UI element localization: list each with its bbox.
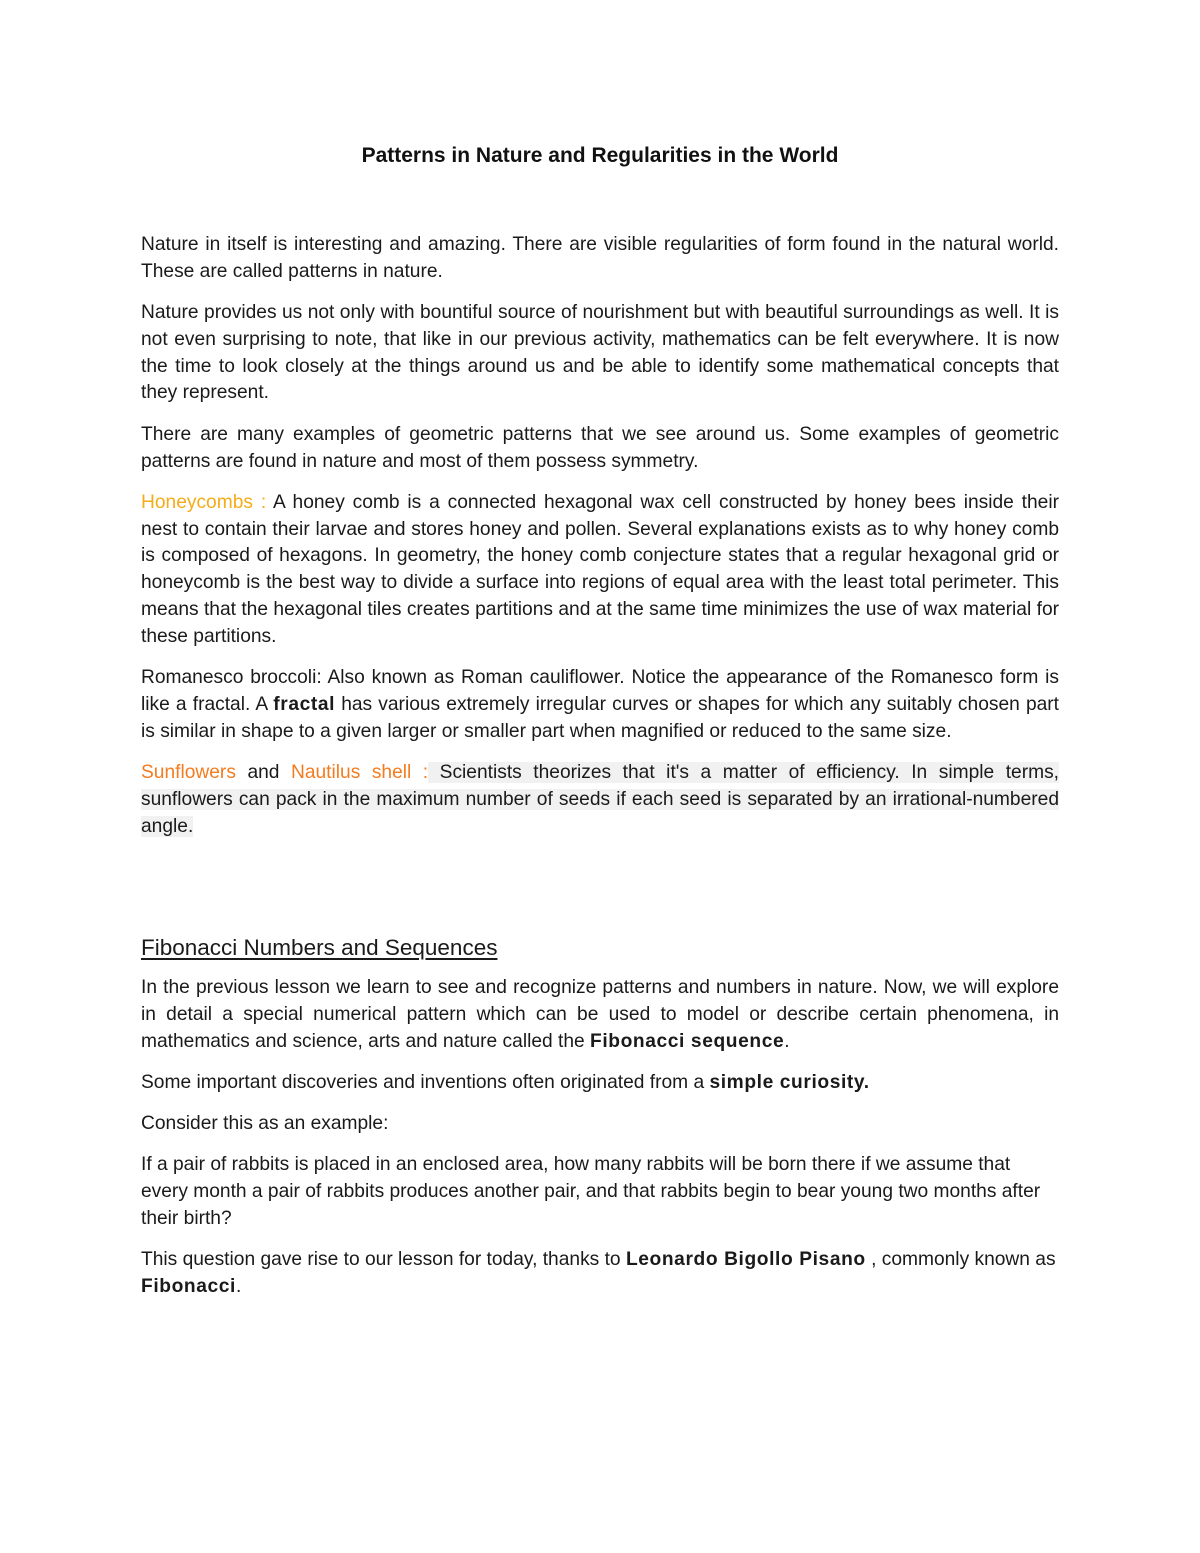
fibonacci-p5-mid: , commonly known as	[865, 1249, 1056, 1271]
fibonacci-p2-before: Some important discoveries and inventions often originated from a	[141, 1071, 710, 1093]
honeycombs-text: A honey comb is a connected hexagonal wax cell constructed by honey bees inside their nest to contain their larvae and stores honey and pollen. Several explanations exists as to why honey comb is composed of hexagons. In geometry, the honey comb conjecture states that a regular hexagonal grid or honeycomb is the best way to divide a surface into regions of equal area with the least total perimeter. This means that the hexagonal tiles creates partitions and at the same time minimizes the use of wax material for these partitions.	[141, 491, 1059, 647]
fibonacci-paragraph-5	[141, 1247, 1059, 1301]
nautilus-label: Nautilus shell :	[290, 762, 429, 784]
sunflowers-paragraph	[141, 760, 1059, 840]
fibonacci-paragraph-3: Consider this as an example:	[141, 1113, 389, 1135]
fibonacci-name: Fibonacci	[141, 1276, 236, 1298]
fibonacci-p5-after: .	[235, 1276, 242, 1298]
fibonacci-sequence-term: Fibonacci sequence	[590, 1030, 785, 1052]
sunflowers-label: Sunflowers	[141, 762, 236, 784]
fractal-term: fractal	[273, 693, 336, 715]
fibonacci-paragraph-2	[141, 1070, 1059, 1097]
section-spacer	[141, 855, 1059, 933]
simple-curiosity-term: simple curiosity.	[709, 1071, 870, 1093]
sunflowers-text: Scientists theorizes that it's a matter of efficiency. In simple terms, sunflowers can pack in the maximum number of seeds if each seed is separated by an irrational-numbered angle.	[141, 762, 1059, 837]
romanesco-text-after: has various extremely irregular curves or shapes for which any suitably chosen part is similar in shape to a given larger or smaller part when magnified or reduced to the same size.	[141, 693, 1060, 742]
romanesco-paragraph	[141, 665, 1059, 745]
document-title: Patterns in Nature and Regularities in the World	[361, 144, 839, 167]
document-page	[141, 142, 1059, 1315]
honeycombs-paragraph	[141, 490, 1059, 651]
fibonacci-p1-after: .	[784, 1030, 790, 1052]
intro-paragraph-2: Nature provides us not only with bountiful source of nourishment but with beautiful surroundings as well. It is not even surprising to note, that like in our previous activity, mathematics can be felt everywhere. It is now the time to look closely at the things around us and be able to identify some mathematical concepts that they represent.	[141, 302, 1059, 404]
intro-paragraph-1: Nature in itself is interesting and amazing. There are visible regularities of form found in the natural world. These are called patterns in nature.	[141, 234, 1059, 282]
intro-paragraph-3: There are many examples of geometric patterns that we see around us. Some examples of geometric patterns are found in nature and most of them possess symmetry.	[141, 423, 1059, 472]
fibonacci-heading: Fibonacci Numbers and Sequences	[141, 934, 498, 960]
fibonacci-p1-before: In the previous lesson we learn to see and recognize patterns and numbers in nature. Now, we will explore in detail a special numerical pattern which can be used to model or describe certain phenomena, in mathematics and science, arts and nature called the	[141, 976, 1059, 1052]
fibonacci-paragraph-1	[141, 975, 1059, 1055]
fibonacci-paragraph-4: If a pair of rabbits is placed in an enclosed area, how many rabbits will be born there if we assume that every month a pair of rabbits produces another pair, and that rabbits begin to bear young two months after their birth?	[141, 1154, 1041, 1230]
romanesco-text-before: Romanesco broccoli: Also known as Roman cauliflower. Notice the appearance of the Romanesco form is like a fractal. A	[141, 667, 1059, 715]
honeycombs-label: Honeycombs :	[141, 491, 267, 513]
sunflowers-and: and	[235, 762, 291, 784]
leonardo-name: Leonardo Bigollo Pisano	[625, 1249, 866, 1271]
fibonacci-p5-before: This question gave rise to our lesson for today, thanks to	[141, 1249, 626, 1271]
